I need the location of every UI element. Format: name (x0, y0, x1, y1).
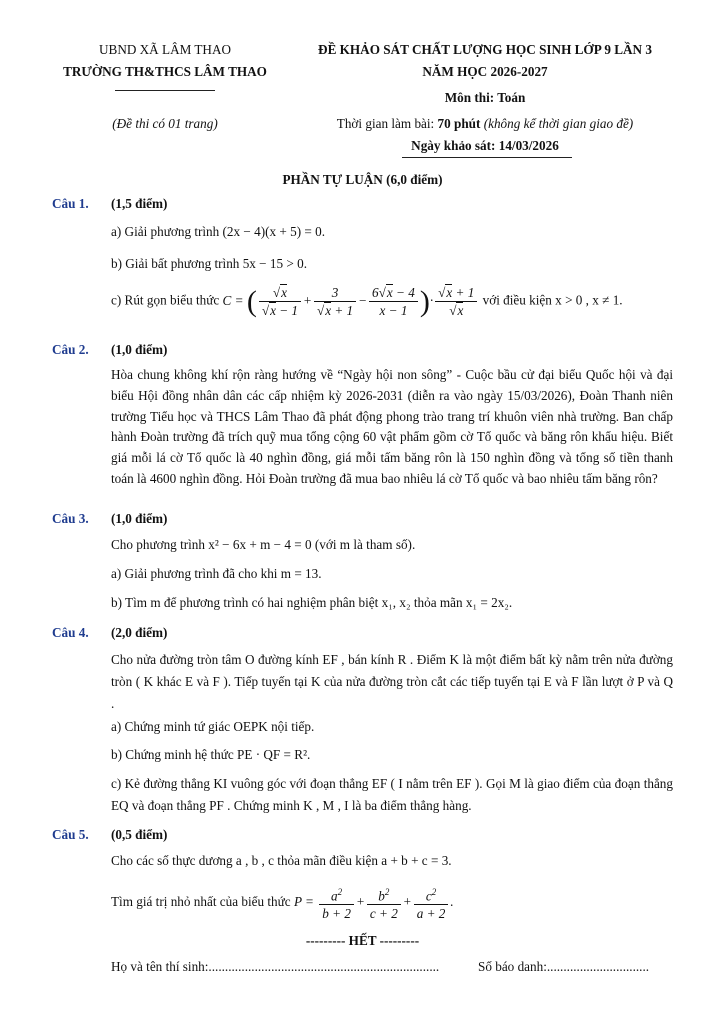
q4-part-a: a) Chứng minh tứ giác OEPK nội tiếp. (111, 719, 315, 734)
q3-part-a: a) Giải phương trình đã cho khi m = 13. (111, 566, 322, 581)
q2-label: Câu 2. (52, 342, 89, 357)
q3-part-b: b) Tìm m để phương trình có hai nghiệm phân biệt x₁, x₂ thỏa mãn x₁ = 2x₂. (111, 595, 513, 610)
q5-ask: Tìm giá trị nhỏ nhất của biểu thức P = $\frac{a^2}{b + 2}$ + $\frac{b^2}{c + 2}$ + $\frac{c^2}{a + 2}$ . (111, 884, 454, 922)
q5-formula: P = $\frac{a^2}{b + 2}$ + $\frac{b^2}{c + 2}$ + $\frac{c^2}{a + 2}$ . (294, 894, 454, 909)
q4-label: Câu 4. (52, 625, 89, 640)
q3-points: (1,0 điểm) (111, 511, 168, 526)
q4-intro: Cho nửa đường tròn tâm O đường kính EF , bán kính R . Điểm K là một điểm bất kỳ nằm trên nửa đường tròn ( K khác E và F ). Tiếp tuyến tại K của nửa đường tròn cắt các tiếp tuyến tại E và F lần lượt ở P và Q . (111, 652, 673, 711)
q2-text: Hòa chung không khí rộn ràng hướng về “Ngày hội non sông” - Cuộc bầu cử đại biểu Quốc hội và đại biểu Hội đồng nhân dân các cấp nhiệm kỳ 2026-2031 (diễn ra vào ngày 15/03/2026), Đoàn Thanh niên trường Tiểu học và THCS Lâm Thao đã phát động phong trào trang trí khuôn viên nhà trường. Ban chấp hành Đoàn trường đã trích quỹ mua tổng cộng 60 vật phẩm gồm cờ Tổ quốc và băng rôn khẩu hiệu. Biết giá mỗi lá cờ Tổ quốc là 40 nghìn đồng, giá mỗi tấm băng rôn là 150 nghìn đồng và tổng số tiền thanh toán là 4600 nghìn đồng. Hỏi Đoàn trường đã mua bao nhiêu lá cờ Tổ quốc và bao nhiêu tấm băng rôn? (111, 367, 673, 486)
candidate-id-field: Số báo danh:............................... (478, 959, 650, 974)
end-mark: --------- HẾT --------- (305, 933, 420, 948)
q4-part-b: b) Chứng minh hệ thức PE · QF = R². (111, 747, 311, 762)
school-year: NĂM HỌC 2026-2027 (422, 64, 548, 79)
exam-title: ĐỀ KHẢO SÁT CHẤT LƯỢNG HỌC SINH LỚP 9 LẦN 3 (318, 42, 652, 57)
q2-points: (1,0 điểm) (111, 342, 168, 357)
school-name: TRƯỜNG TH&THCS LÂM THAO (63, 64, 267, 79)
q1-part-a: a) Giải phương trình (2x − 4)(x + 5) = 0. (111, 224, 326, 239)
exam-duration: Thời gian làm bài: 70 phút (không kể thời gian giao đề) (336, 116, 634, 131)
exam-date: Ngày khảo sát: 14/03/2026 (411, 138, 559, 153)
page-count-note: (Đề thi có 01 trang) (112, 116, 218, 131)
agency-name: UBND XÃ LÂM THAO (99, 42, 231, 57)
header-rule-right (402, 157, 572, 158)
q5-intro: Cho các số thực dương a , b , c thỏa mãn điều kiện a + b + c = 3. (111, 853, 452, 868)
q1-label: Câu 1. (52, 196, 89, 211)
q1-formula: C = ( $\frac{√x}{√x - 1}$ + $\frac{3}{√x + 1}$ − $\frac{6√x - 4}{x - 1}$ )· $\frac{√x + 1}{√x}$ (223, 293, 483, 308)
q5-points: (0,5 điểm) (111, 827, 168, 842)
q5-label: Câu 5. (52, 827, 89, 842)
q3-label: Câu 3. (52, 511, 89, 526)
section-title: PHẦN TỰ LUẬN (6,0 điểm) (282, 172, 443, 187)
q1-points: (1,5 điểm) (111, 196, 168, 211)
q4-part-c: c) Kẻ đường thẳng KI vuông góc với đoạn thẳng EF ( I nằm trên EF ). Gọi M là giao điểm của đoạn thẳng EQ và đoạn thẳng PF . Chứng minh K , M , I là ba điểm thẳng hàng. (111, 776, 673, 813)
q3-intro: Cho phương trình x² − 6x + m − 4 = 0 (với m là tham số). (111, 537, 416, 552)
q4-points: (2,0 điểm) (111, 625, 168, 640)
subject: Môn thi: Toán (444, 90, 526, 105)
header-rule-left (115, 90, 215, 91)
q1-part-c: c) Rút gọn biểu thức C = ( $\frac{√x}{√x - 1}$ + $\frac{3}{√x + 1}$ − $\frac{6√x - 4}{x - 1}$ )· $\frac{√x + 1}{√x}$ với điều kiện x > 0 , x ≠ 1. (111, 284, 623, 318)
q1-part-b: b) Giải bất phương trình 5x − 15 > 0. (111, 256, 308, 271)
candidate-name-field: Họ và tên thí sinh:...................................................................... (111, 959, 440, 974)
